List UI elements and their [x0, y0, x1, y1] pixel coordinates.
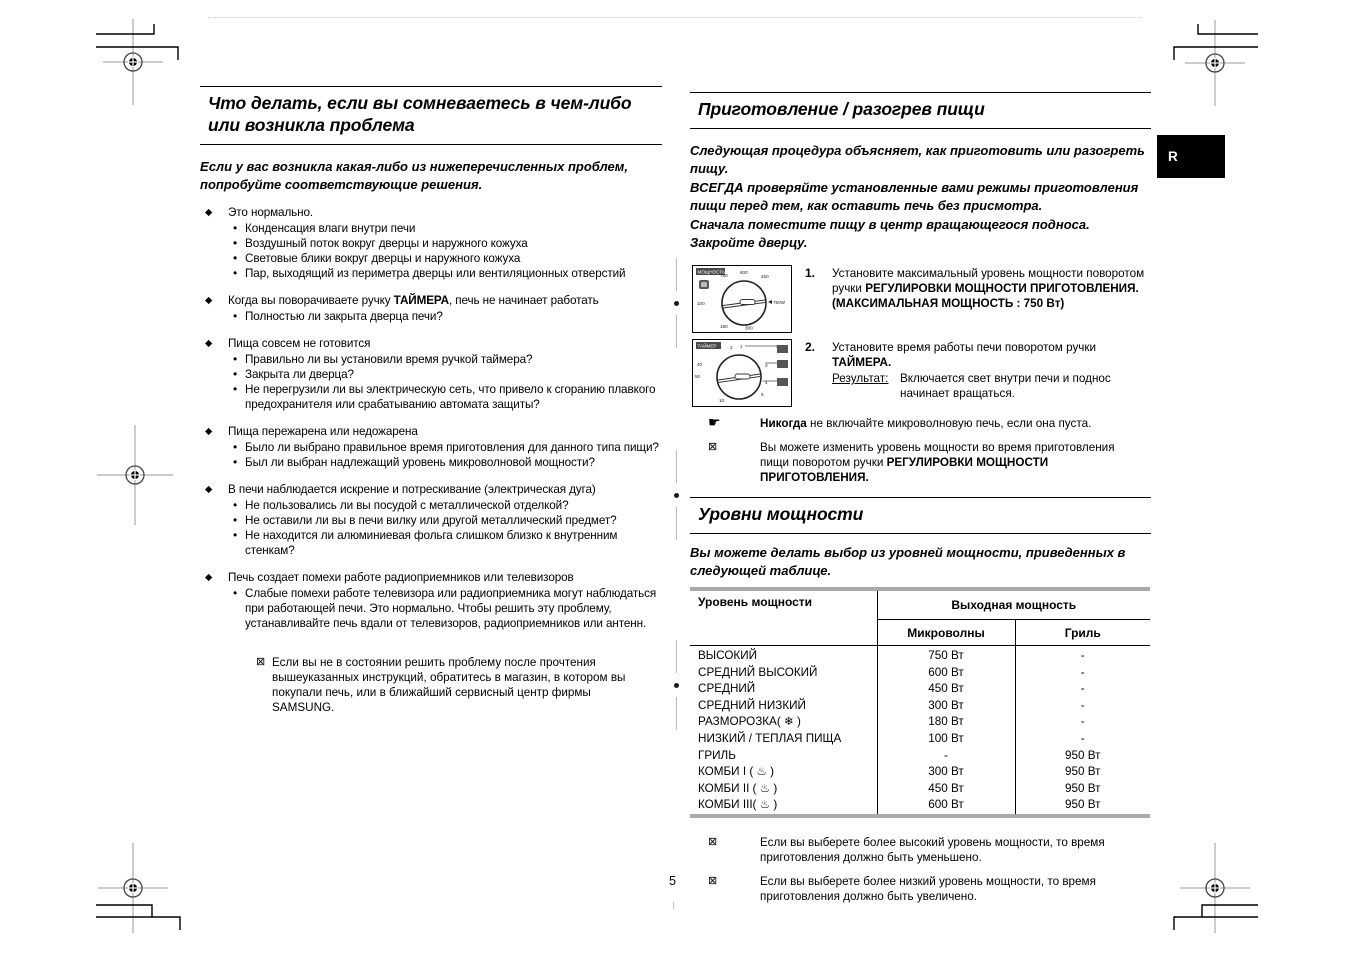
- list-item: [233, 382, 662, 412]
- table-row: [690, 714, 1150, 731]
- svg-text:ТАЙМЕР: ТАЙМЕР: [697, 343, 717, 349]
- list-item-text: Полностью ли закрыта дверца печи?: [245, 310, 443, 323]
- cell-grill: 950 Вт: [1065, 781, 1101, 795]
- svg-text:450: 450: [761, 274, 769, 279]
- cooking-title: Приготовление / разогрев пищи: [698, 99, 985, 119]
- gutter-dot: [674, 493, 679, 498]
- svg-text:2: 2: [730, 345, 733, 350]
- power-change-note-text: [760, 440, 1125, 485]
- cooking-intro: [690, 142, 1151, 251]
- cell-microwave: -: [877, 748, 1015, 765]
- gutter-fold-line: [676, 507, 677, 540]
- cell-level: СРЕДНИЙ: [690, 681, 877, 698]
- power-change-note: [708, 440, 1151, 485]
- step-2-text: [832, 340, 1150, 407]
- qa-section-interference: [200, 570, 662, 631]
- cell-grill: -: [1080, 665, 1085, 679]
- cell-microwave: 100 Вт: [877, 731, 1015, 748]
- crop-mark-top-left: [96, 22, 196, 64]
- table-row: [690, 646, 1150, 665]
- svg-text:10: 10: [719, 398, 725, 403]
- table-row: [690, 764, 1150, 781]
- table-row: [690, 698, 1150, 715]
- qa-items: [233, 498, 662, 558]
- column-header-microwave: Микроволны: [877, 620, 1015, 646]
- cell-microwave: 300 Вт: [877, 764, 1015, 781]
- cell-level: КОМБИ III( ♨ ): [690, 797, 877, 816]
- cell-microwave: 180 Вт: [877, 714, 1015, 731]
- result-row: [832, 371, 1150, 401]
- diamond-bullet-icon: ◆: [205, 426, 213, 437]
- svg-text:3: 3: [765, 363, 768, 368]
- qa-section-overcooked: [200, 424, 662, 470]
- step-number: 2.: [805, 340, 816, 354]
- warning-note-text: [760, 416, 1125, 431]
- dot-bullet-icon: •: [233, 498, 238, 512]
- list-item-text: Конденсация влаги внутри печи: [245, 222, 416, 235]
- column-header-power-level: Уровень мощности: [690, 589, 877, 646]
- list-item-text: Не перегрузили ли вы электрическую сеть, что привело к сгоранию плавкого предохранителя или срабатыванию автомата защиты?: [245, 383, 656, 411]
- power-levels-table: [690, 587, 1150, 818]
- bottom-tick: [673, 902, 674, 909]
- svg-text:4: 4: [765, 380, 768, 385]
- table-row: [690, 781, 1150, 798]
- cell-grill: -: [1080, 682, 1085, 696]
- power-level-notes: [690, 835, 1151, 904]
- list-item: [233, 236, 662, 251]
- cooking-column: [690, 92, 1151, 904]
- cell-grill: 950 Вт: [1065, 765, 1101, 779]
- table-row: [690, 797, 1150, 816]
- diamond-bullet-icon: ◆: [205, 572, 213, 583]
- dot-bullet-icon: •: [233, 382, 238, 396]
- list-item: [233, 221, 662, 236]
- warning-bold: Никогда: [760, 417, 807, 430]
- list-item-text: Было ли выбрано правильное время приготовления для данного типа пищи?: [245, 441, 659, 454]
- list-item-text: Не пользовались ли вы посудой с металлической отделкой?: [245, 499, 569, 512]
- power-dial-illustration: [692, 265, 792, 333]
- troubleshooting-intro: Если у вас возникла какая-либо из нижеперечисленных проблем, попробуйте соответствующие решения.: [200, 159, 629, 192]
- gutter-dot: [674, 301, 679, 306]
- step-text-bold: ТАЙМЕРА.: [832, 356, 892, 369]
- power-levels-title: Уровни мощности: [698, 504, 864, 524]
- envelope-note-icon: ⊠: [256, 656, 266, 668]
- qa-heading: [200, 293, 662, 308]
- table-header-row: [690, 589, 1150, 620]
- dot-bullet-icon: •: [233, 440, 238, 454]
- table-row: [690, 731, 1150, 748]
- cell-level: ГРИЛЬ: [690, 748, 877, 765]
- dot-bullet-icon: •: [233, 221, 238, 235]
- service-note: [256, 655, 662, 715]
- list-item-text: Воздушный поток вокруг дверцы и наружного кожуха: [245, 237, 528, 250]
- list-item-text: Не оставили ли вы в печи вилку или другой металлический предмет?: [245, 514, 617, 527]
- result-label: Результат:: [832, 372, 889, 385]
- gutter-fold-line: [676, 258, 677, 291]
- cooking-intro-paragraph: ВСЕГДА проверяйте установленные вами режимы приготовления пищи перед тем, как оставить печь без присмотра.: [690, 180, 1139, 213]
- registration-target-bottom-left: [83, 833, 183, 943]
- svg-text:50: 50: [695, 374, 701, 379]
- cell-level: СРЕДНИЙ НИЗКИЙ: [690, 698, 877, 715]
- table-row: [690, 681, 1150, 698]
- qa-heading-text: Пища совсем не готовится: [228, 337, 371, 350]
- list-item-text: Слабые помехи работе телевизора или радиоприемника могут наблюдаться при работающей печи. Это нормально. Чтобы решить эту проблему, устанавливайте печь вдали от телевизоров, радиоприемников или антенн.: [245, 587, 657, 630]
- result-text: Включается свет внутри печи и поднос начинает вращаться.: [900, 372, 1111, 400]
- crop-mark-bottom-left: [96, 900, 196, 934]
- qa-heading: [200, 424, 662, 439]
- lower-power-note: [708, 874, 1151, 904]
- lower-power-note-text: Если вы выберете более низкий уровень мощности, то время приготовления должно быть увеличено.: [760, 874, 1096, 903]
- higher-power-note: [708, 835, 1151, 865]
- qa-heading-text: Пища пережарена или недожарена: [228, 425, 418, 438]
- step-text-pre: Установите время работы печи поворотом ручки: [832, 341, 1097, 354]
- page-number: 5: [669, 874, 676, 888]
- qa-section-normal: [200, 205, 662, 281]
- cooking-title-block: [690, 92, 1151, 129]
- diamond-bullet-icon: ◆: [205, 207, 213, 218]
- cell-level: КОМБИ I ( ♨ ): [690, 764, 877, 781]
- cell-grill: 950 Вт: [1065, 798, 1101, 812]
- dot-bullet-icon: •: [233, 513, 238, 527]
- cell-level: СРЕДНИЙ ВЫСОКИЙ: [690, 665, 877, 682]
- cooking-intro-paragraph: Следующая процедура объясняет, как приготовить или разогреть пищу.: [690, 143, 1145, 176]
- qa-items: [233, 352, 662, 412]
- list-item: [233, 352, 662, 367]
- list-item-text: Не находится ли алюминиевая фольга слишком близко к внутренним стенкам?: [245, 529, 618, 557]
- svg-text:300: 300: [745, 325, 753, 331]
- svg-text:100: 100: [697, 301, 705, 306]
- qa-heading: [200, 336, 662, 351]
- envelope-note-icon: ⊠: [708, 874, 718, 887]
- power-levels-title-block: [690, 497, 1151, 534]
- qa-heading: [200, 482, 662, 497]
- column-header-output-power: Выходная мощность: [877, 589, 1150, 620]
- svg-text:5: 5: [761, 392, 764, 397]
- cell-grill: 950 Вт: [1065, 748, 1101, 762]
- cell-microwave: 300 Вт: [877, 698, 1015, 715]
- list-item: [233, 528, 662, 558]
- svg-text:МОЩНОСТЬ: МОЩНОСТЬ: [697, 269, 726, 275]
- envelope-note-icon: ⊠: [708, 441, 718, 453]
- cell-microwave: 450 Вт: [877, 781, 1015, 798]
- crop-mark-top-right: [1158, 22, 1258, 64]
- svg-text:750: 750: [720, 273, 728, 278]
- top-fold-dotted-line: [208, 17, 1142, 18]
- troubleshooting-title-block: [200, 86, 662, 145]
- qa-heading: [200, 205, 662, 220]
- list-item: [233, 455, 662, 470]
- diamond-bullet-icon: ◆: [205, 484, 213, 495]
- dot-bullet-icon: •: [233, 236, 238, 250]
- qa-heading-post: , печь не начинает работать: [448, 294, 599, 307]
- warning-rest: не включайте микроволновую печь, если она пуста.: [806, 417, 1092, 430]
- list-item: [233, 266, 662, 281]
- qa-items: [233, 309, 662, 324]
- table-row: [690, 665, 1150, 682]
- power-levels-intro: Вы можете делать выбор из уровней мощности, приведенных в следующей таблице.: [690, 545, 1126, 578]
- registration-target-left-middle: [85, 420, 185, 530]
- note-pre: Вы можете изменить уровень мощности во время приготовления пищи поворотом ручки: [760, 441, 1115, 469]
- list-item: [233, 367, 662, 382]
- cell-grill: -: [1080, 698, 1085, 712]
- list-item-text: Пар, выходящий из периметра дверцы или вентиляционных отверстий: [245, 267, 626, 280]
- qa-heading-bold: ТАЙМЕРА: [393, 294, 449, 307]
- step-text-bold: РЕГУЛИРОВКИ МОЩНОСТИ ПРИГОТОВЛЕНИЯ.: [865, 282, 1139, 295]
- list-item: [233, 498, 662, 513]
- list-item-text: Правильно ли вы установили время ручкой таймера?: [245, 353, 533, 366]
- step-1: [690, 265, 1151, 333]
- cell-microwave: 750 Вт: [877, 646, 1015, 665]
- gutter-fold-line: [676, 697, 677, 730]
- qa-section-arcing: [200, 482, 662, 558]
- qa-heading-text: Печь создает помехи работе радиоприемников или телевизоров: [228, 571, 574, 584]
- dot-bullet-icon: •: [233, 367, 238, 381]
- cell-level: РАЗМОРОЗКА( ❄ ): [690, 714, 877, 731]
- dot-bullet-icon: •: [233, 266, 238, 280]
- pointing-hand-icon: ☛: [708, 414, 721, 430]
- list-item: [233, 586, 662, 631]
- registration-target-top-right: [1165, 8, 1265, 118]
- crop-mark-bottom-right: [1158, 900, 1258, 934]
- qa-items: [233, 221, 662, 281]
- svg-text:40: 40: [697, 362, 703, 367]
- timer-dial-illustration: [692, 339, 792, 407]
- step-2-body: [805, 339, 1150, 407]
- gutter-fold-line: [676, 450, 677, 483]
- registration-target-top-left: [83, 7, 183, 117]
- list-item: [233, 309, 662, 324]
- list-item: [233, 513, 662, 528]
- diamond-bullet-icon: ◆: [205, 338, 213, 349]
- svg-text:1: 1: [740, 344, 743, 349]
- cell-grill: -: [1080, 649, 1085, 662]
- qa-items: [233, 440, 662, 470]
- table-row: [690, 748, 1150, 765]
- step-1-text: [832, 266, 1150, 333]
- cell-microwave: 600 Вт: [877, 797, 1015, 816]
- qa-section-timer: [200, 293, 662, 324]
- gutter-fold-line: [676, 640, 677, 673]
- cell-grill: -: [1080, 715, 1085, 729]
- step-2: [690, 339, 1151, 407]
- cell-grill: -: [1080, 731, 1085, 745]
- svg-text:750W: 750W: [773, 300, 786, 305]
- cooking-steps: [690, 265, 1151, 407]
- registration-target-bottom-right: [1165, 833, 1265, 943]
- dot-bullet-icon: •: [233, 528, 238, 542]
- qa-heading-text: В печи наблюдается искрение и потрескивание (электрическая дуга): [228, 483, 596, 496]
- step-text-pre: Установите максимальный уровень мощности поворотом ручки: [832, 267, 1145, 295]
- service-note-text: Если вы не в состоянии решить проблему после прочтения вышеуказанных инструкций, обратитесь в магазин, в котором вы покупали печь, или в ближайший сервисный центр фирмы SAMSUNG.: [272, 656, 626, 714]
- dot-bullet-icon: •: [233, 455, 238, 469]
- qa-heading: [200, 570, 662, 585]
- gutter-fold-line: [676, 315, 677, 348]
- cell-level: ВЫСОКИЙ: [690, 646, 877, 665]
- higher-power-note-text: Если вы выберете более высокий уровень мощности, то время приготовления должно быть уменьшено.: [760, 835, 1105, 864]
- warning-note: [708, 416, 1151, 431]
- dot-bullet-icon: •: [233, 586, 238, 600]
- cell-microwave: 450 Вт: [877, 681, 1015, 698]
- list-item: [233, 440, 662, 455]
- qa-section-not-cooking: [200, 336, 662, 412]
- troubleshooting-title: Что делать, если вы сомневаетесь в чем-либо или возникла проблема: [208, 93, 632, 135]
- cell-level: НИЗКИЙ / ТЕПЛАЯ ПИЩА: [690, 731, 877, 748]
- step-number: 1.: [805, 266, 816, 280]
- dot-bullet-icon: •: [233, 352, 238, 366]
- qa-heading-text: Это нормально.: [228, 206, 314, 219]
- cell-microwave: 600 Вт: [877, 665, 1015, 682]
- step-1-body: [805, 265, 1150, 333]
- list-item: [233, 251, 662, 266]
- language-tab-label: R: [1168, 149, 1178, 164]
- step-text-bold-line: (МАКСИМАЛЬНАЯ МОЩНОСТЬ : 750 Вт): [832, 297, 1065, 310]
- list-item-text: Закрыта ли дверца?: [245, 368, 354, 381]
- qa-items: [233, 586, 662, 631]
- envelope-note-icon: ⊠: [708, 835, 718, 848]
- qa-heading-pre: Когда вы поворачиваете ручку: [228, 294, 394, 307]
- cooking-intro-paragraph: Сначала поместите пищу в центр вращающегося подноса. Закройте дверцу.: [690, 217, 1090, 250]
- svg-text:600: 600: [740, 270, 748, 275]
- gutter-dot: [674, 683, 679, 688]
- list-item-text: Был ли выбран надлежащий уровень микроволновой мощности?: [245, 456, 595, 469]
- note-bold: РЕГУЛИРОВКИ МОЩНОСТИ ПРИГОТОВЛЕНИЯ.: [760, 456, 1049, 484]
- dot-bullet-icon: •: [233, 251, 238, 265]
- language-tab: [1157, 135, 1225, 178]
- svg-text:180: 180: [720, 324, 728, 329]
- column-header-grill: Гриль: [1015, 620, 1150, 646]
- diamond-bullet-icon: ◆: [205, 295, 213, 306]
- troubleshooting-column: [200, 86, 662, 715]
- cell-level: КОМБИ II ( ♨ ): [690, 781, 877, 798]
- list-item-text: Световые блики вокруг дверцы и наружного кожуха: [245, 252, 521, 265]
- qa-heading-text: [228, 293, 599, 308]
- dot-bullet-icon: •: [233, 309, 238, 323]
